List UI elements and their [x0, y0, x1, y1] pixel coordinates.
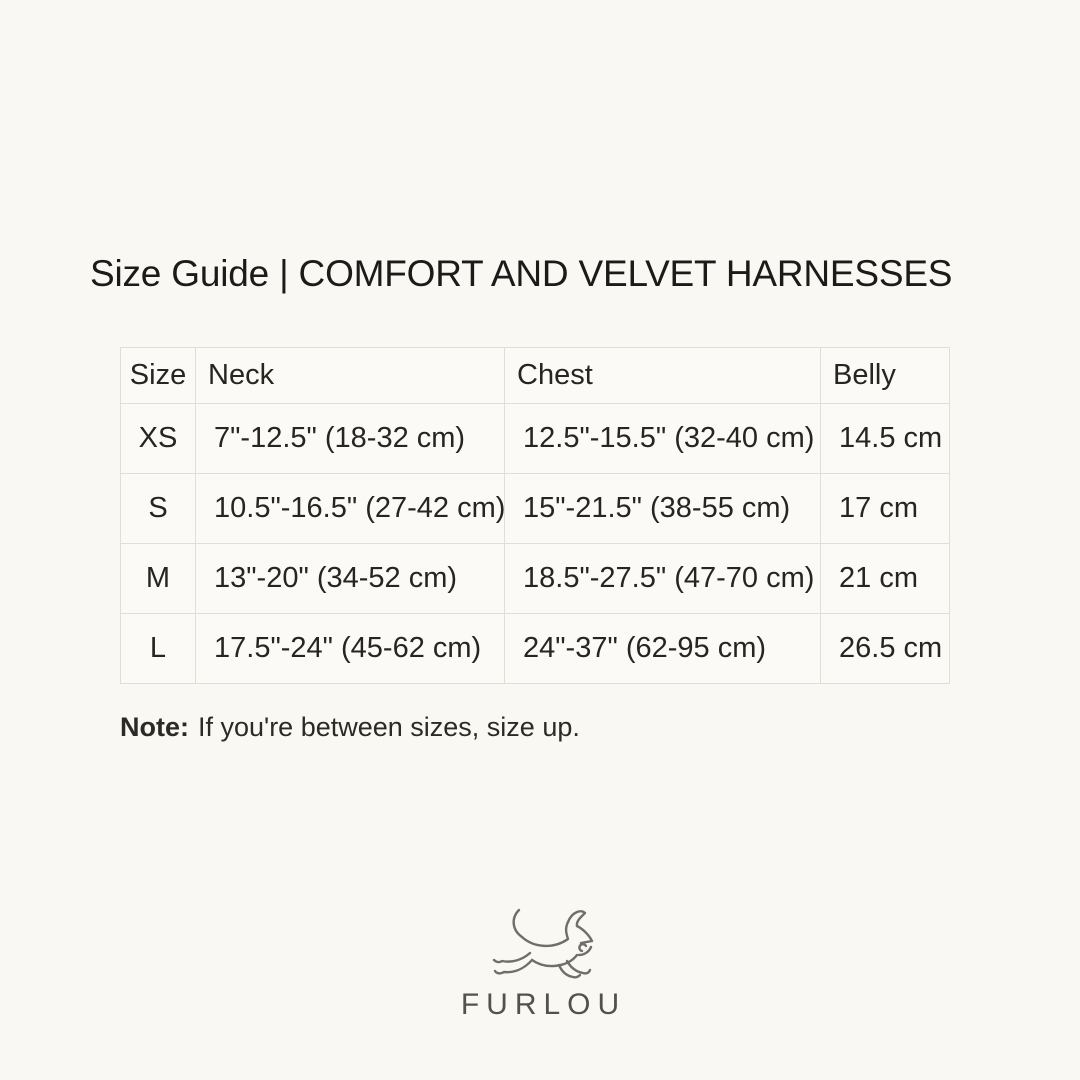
cell-size: S: [121, 474, 196, 544]
note-text: If you're between sizes, size up.: [198, 712, 580, 742]
table-row: [121, 474, 950, 544]
size-guide-table: [120, 347, 950, 684]
sizing-note: [120, 712, 580, 743]
cell-size: XS: [121, 404, 196, 474]
table-row: [121, 544, 950, 614]
cell-belly: 26.5 cm: [821, 614, 950, 684]
cell-size: L: [121, 614, 196, 684]
table-header-row: [121, 348, 950, 404]
cell-belly: 21 cm: [821, 544, 950, 614]
page-title: Size Guide | COMFORT AND VELVET HARNESSES: [90, 253, 953, 294]
column-header-size: Size: [121, 348, 196, 404]
cell-chest: 15"-21.5" (38-55 cm): [505, 474, 821, 544]
table-row: [121, 404, 950, 474]
cell-chest: 12.5"-15.5" (32-40 cm): [505, 404, 821, 474]
brand-wordmark: FURLOU: [460, 988, 627, 1021]
column-header-chest: Chest: [505, 348, 821, 404]
column-header-belly: Belly: [821, 348, 950, 404]
cell-chest: 18.5"-27.5" (47-70 cm): [505, 544, 821, 614]
cell-neck: 7"-12.5" (18-32 cm): [196, 404, 505, 474]
cell-chest: 24"-37" (62-95 cm): [505, 614, 821, 684]
cell-neck: 13"-20" (34-52 cm): [196, 544, 505, 614]
table-row: [121, 614, 950, 684]
cell-neck: 17.5"-24" (45-62 cm): [196, 614, 505, 684]
cell-belly: 14.5 cm: [821, 404, 950, 474]
cell-neck: 10.5"-16.5" (27-42 cm): [196, 474, 505, 544]
cell-size: M: [121, 544, 196, 614]
note-label: Note:: [120, 712, 189, 742]
cell-belly: 17 cm: [821, 474, 950, 544]
jumping-dog-logo-icon: [484, 902, 596, 984]
column-header-neck: Neck: [196, 348, 505, 404]
